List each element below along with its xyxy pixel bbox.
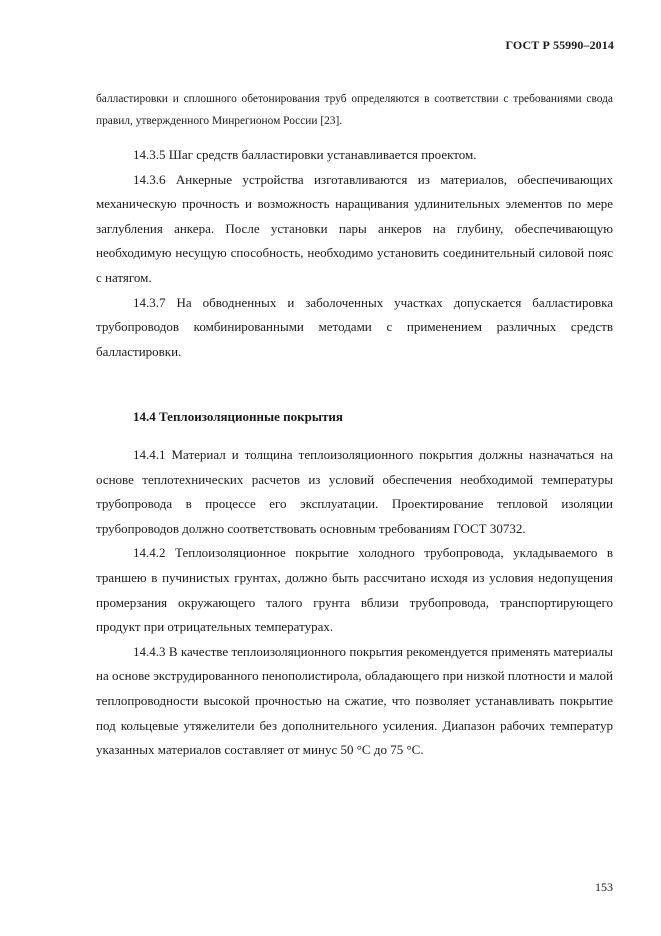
clauses-14-4-block: [96, 443, 613, 763]
section-heading-14-4: 14.4 Теплоизоляционные покрытия: [133, 409, 343, 424]
clause-14-3-5: 14.3.5 Шаг средств балластировки устанавливается проектом.: [133, 147, 477, 162]
clause-14-3-7: 14.3.7 На обводненных и заболоченных участках допускается балластировка трубопроводов комбинированными методами с применением различных средств балластировки.: [96, 294, 613, 359]
clause-14-3-6: 14.3.6 Анкерные устройства изготавливаются из материалов, обеспечивающих механическую прочность и возможность наращивания удлинительных элементов по мере заглубления анкера. После установки пары анкеров на глубину, обеспечивающую необходимую несущую способность, необходимо установить соединительный силовой пояс с натягом.: [96, 171, 613, 285]
page-number: 153: [595, 880, 613, 894]
intro-paragraph-continuation: балластировки и сплошного обетонирования труб определяются в соответствии с требованиями свода правил, утвержденного Минрегионом России [23].: [96, 93, 613, 127]
clause-14-4-3: 14.4.3 В качестве теплоизоляционного покрытия рекомендуется применять материалы на основе экструдированного пенополистирола, обладающего при низкой плотности и малой теплопроводности высокой прочностью на сжатие, что позволяет устанавливать покрытие под кольцевые утяжелители без дополнительного усиления. Диапазон рабочих температур указанных материалов составляет от минус 50 °С до 75 °С.: [96, 643, 613, 758]
clauses-14-3-block: [96, 143, 613, 364]
clause-14-4-2: 14.4.2 Теплоизоляционное покрытие холодного трубопровода, укладываемого в траншею в пучинистых грунтах, должно быть рассчитано исходя из условия недопущения промерзания окружающего талого грунта вблизи трубопровода, транспортирующего продукт при отрицательных температурах.: [96, 545, 613, 635]
clause-14-4-1: 14.4.1 Материал и толщина теплоизоляционного покрытия должны назначаться на основе теплотехнических расчетов из условий обеспечения необходимой температуры трубопровода в процессе его эксплуатации. Проектирование тепловой изоляции трубопроводов должно соответствовать основным требованиям ГОСТ 30732.: [96, 447, 613, 536]
document-code-header: ГОСТ Р 55990–2014: [505, 38, 614, 52]
